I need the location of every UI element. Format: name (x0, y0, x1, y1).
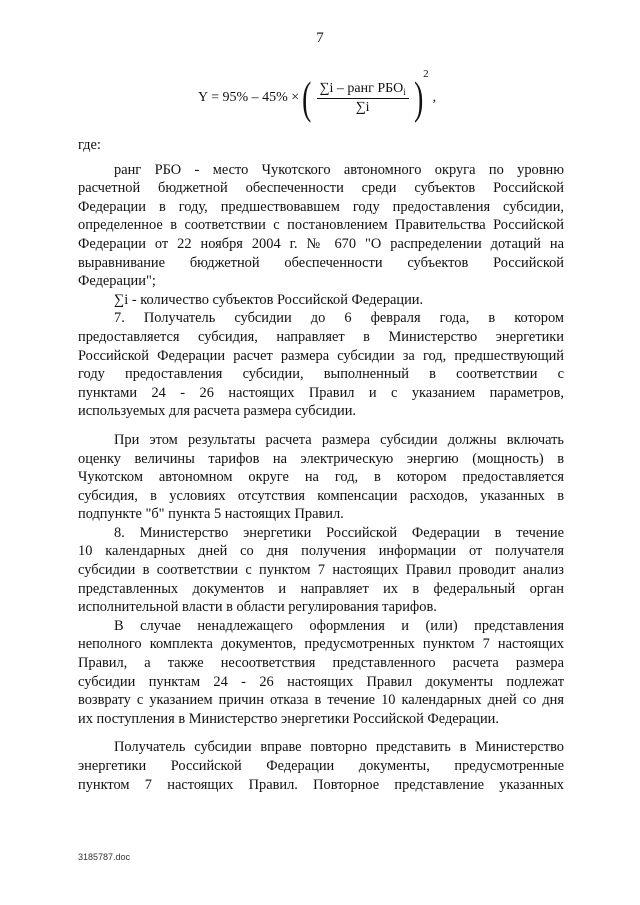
paragraph-8-refusal (78, 617, 564, 729)
text-line: Федерации от 22 ноября 2004 г. № 670 "О распределении дотаций на (78, 235, 564, 252)
page-number: 7 (316, 30, 324, 46)
text-line: неполного комплекта документов, предусмотренных пунктом 7 настоящих (78, 636, 564, 653)
footer-filename: 3185787.doc (78, 852, 131, 862)
text-line: предоставляется субсидия, направляет в Министерство энергетики (78, 328, 564, 345)
text-line: 7. Получатель субсидии до 6 февраля года, в котором (114, 310, 564, 327)
text-line: энергетики Российской Федерации документы, предусмотренные (78, 758, 564, 774)
document-body (78, 136, 564, 794)
formula-fraction (317, 81, 409, 116)
text-line: используемых для расчета размера субсидии. (78, 403, 357, 420)
text-line: выравнивание бюджетной обеспеченности субъектов Российской (78, 254, 564, 271)
text-line: При этом результаты расчета размера субсидии должны включать (114, 431, 564, 448)
text-line: расчетной бюджетной обеспеченности среди субъектов Российской (78, 180, 564, 197)
definition-rank (78, 161, 564, 291)
text-line: ранг РБО - место Чукотского автономного округа по уровню (114, 161, 564, 178)
text-line: исполнительной власти в области регулирования тарифов. (78, 599, 437, 616)
formula-exponent: 2 (423, 68, 429, 80)
text-line: определенное в соответствии с постановлением Правительства Российской (78, 217, 564, 234)
text-line: представленных документов и направляет их в федеральный орган (78, 580, 564, 597)
paragraph-7-continued (78, 431, 564, 524)
formula-lhs: Y = 95% – 45% × (198, 90, 300, 105)
text-line: В случае ненадлежащего оформления и (или) представления (114, 617, 564, 634)
formula-right-paren: ) (413, 72, 423, 123)
text-line: Правил, а также несоответствия представленного расчета размера (78, 655, 564, 672)
text-line: субсидия, в условиях отсутствия компенсации расходов, указанных в (78, 487, 564, 504)
paragraph-8-resubmission (78, 738, 564, 794)
text-line: Чукотском автономном округе на год, в котором предоставляется (78, 469, 564, 486)
formula-left-paren: ( (302, 72, 312, 123)
formula-trailing-comma: , (432, 90, 437, 105)
text-line: их поступления в Министерство энергетики Российской Федерации. (78, 710, 499, 727)
text-line: году предоставления субсидии, выполненный в соответствии с (78, 366, 564, 383)
text-line: 8. Министерство энергетики Российской Федерации в течение (114, 524, 564, 541)
text-line: Федерации"; (78, 273, 156, 290)
definition-sum: ∑i - количество субъектов Российской Федерации. (114, 291, 424, 308)
paragraph-7 (78, 309, 564, 421)
text-line: 10 календарных дней со дня получения информации от получателя (78, 543, 564, 560)
text-line: субсидии в соответствии с пунктом 7 настоящих Правил проводит анализ (78, 562, 564, 579)
formula-numerator: ∑i – ранг $РБО_i$ (317, 81, 409, 99)
text-line: возврату с указанием причин отказа в течение 10 календарных дней со дня (78, 692, 564, 709)
paragraph-8 (78, 524, 564, 617)
formula-denominator: ∑i (355, 99, 370, 115)
where-label: где: (78, 137, 101, 153)
subsidy-formula (198, 68, 436, 128)
text-line: субсидии пунктам 24 - 26 настоящих Правил документы подлежат (78, 673, 564, 690)
text-line: пунктом 7 настоящих Правил. Повторное представление указанных (78, 776, 564, 793)
text-line: пунктами 24 - 26 настоящих Правил и с указанием параметров, (78, 384, 564, 401)
text-line: Получатель субсидии вправе повторно представить в Министерство (114, 739, 564, 756)
text-line: подпункте "б" пункта 5 настоящих Правил. (78, 506, 344, 523)
text-line: Российской Федерации расчет размера субсидии за год, предшествующий (78, 347, 564, 364)
text-line: Федерации в году, предшествовавшем году предоставления субсидии, (78, 198, 564, 215)
text-line: оценку величины тарифов на электрическую энергию (мощность) в (78, 450, 564, 467)
